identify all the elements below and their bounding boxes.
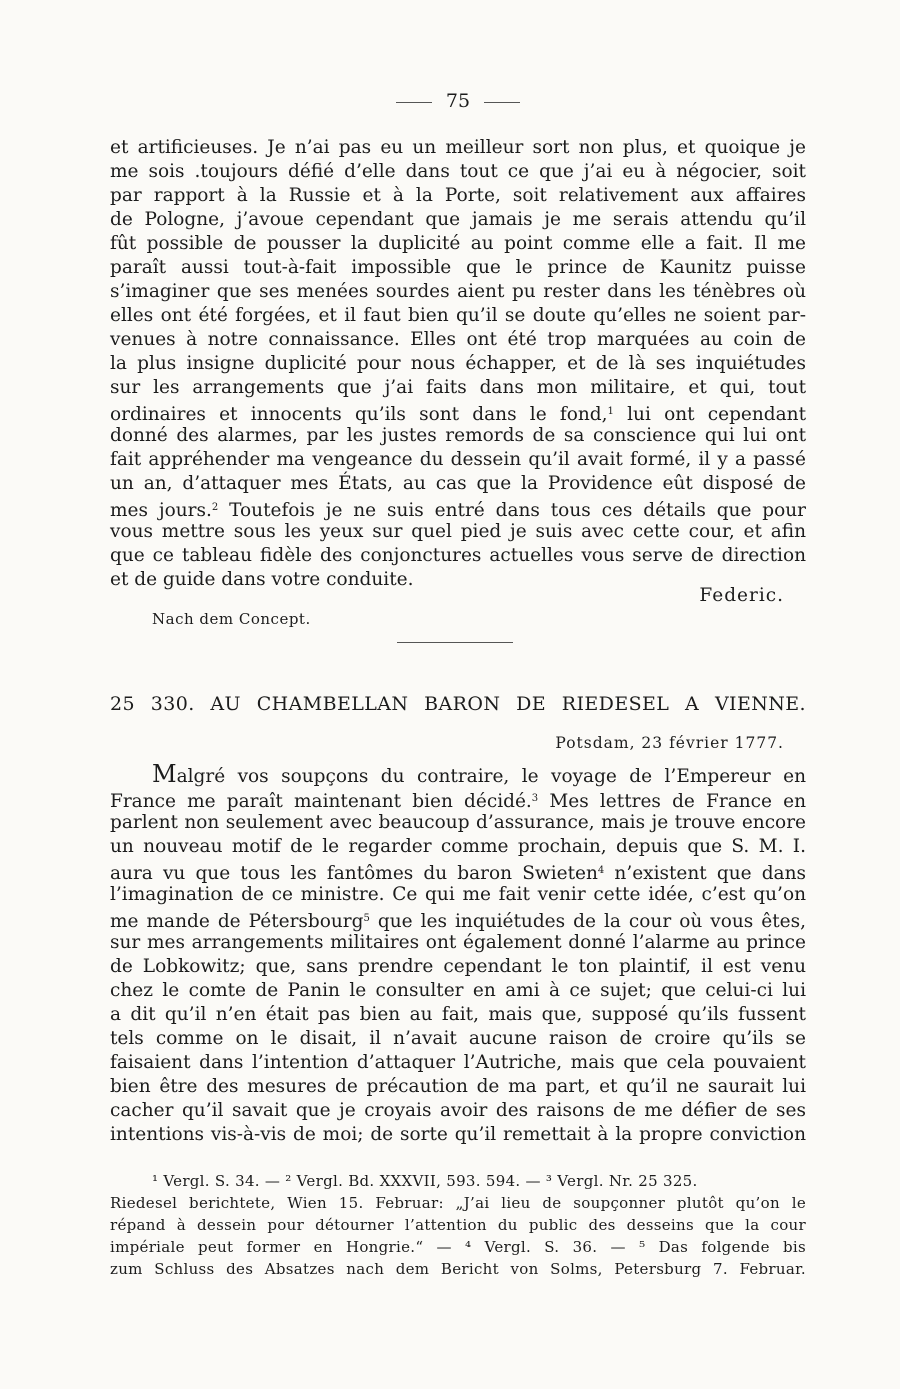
text-line: [110, 907, 806, 934]
text-line: l’imagination de ce ministre. Ce qui me fait venir cette idée, c’est qu’on: [110, 884, 806, 905]
text-segment: ordinaires et innocents qu’ils sont dans le fond,: [110, 404, 608, 425]
text-line: fait appréhender ma vengeance du dessein qu’il avait formé, il y a passé: [110, 449, 806, 470]
footnote-line: Riedesel berichtete, Wien 15. Februar: „J’ai lieu de soupçonner plutôt qu’on le: [110, 1194, 806, 1212]
page-number-text: 75: [445, 90, 471, 112]
text-segment: Toutefois je ne suis entré dans tous ces détails que pour: [229, 500, 807, 521]
text-segment: que les inquiétudes de la cour où vous êtes,: [377, 911, 806, 932]
text-segment: algré vos soupçons du contraire, le voyage de l’Empereur en: [176, 766, 806, 787]
signature: Federic.: [699, 585, 784, 606]
footnote-ref: 5: [363, 913, 370, 924]
text-segment: mes jours.: [110, 500, 212, 521]
page-number-rule-right: [484, 102, 520, 103]
footnote-line: zum Schluss des Absatzes nach dem Bericht von Solms, Petersburg 7. Februar.: [110, 1260, 806, 1278]
footnote-ref: 4: [597, 865, 605, 876]
text-line: la plus insigne duplicité pour nous échapper, et de là ses inquiétudes: [110, 353, 806, 374]
text-line: intentions vis-à-vis de moi; de sorte qu’il remettait à la propre conviction: [110, 1124, 806, 1145]
text-line: que ce tableau fidèle des conjonctures actuelles vous serve de direction: [110, 545, 806, 566]
page-number: [110, 90, 806, 112]
text-line: [110, 787, 806, 814]
text-line: me sois .toujours défié d’elle dans tout ce que j’ai eu à négocier, soit: [110, 161, 806, 182]
text-line: cacher qu’il savait que je croyais avoir des raisons de me défier de ses: [110, 1100, 806, 1121]
text-line: par rapport à la Russie et à la Porte, soit relativement aux affaires: [110, 185, 806, 206]
text-line: [110, 496, 806, 523]
text-line: s’imaginer que ses menées sourdes aient pu rester dans les ténèbres où: [110, 281, 806, 302]
text-line: de Lobkowitz; que, sans prendre cependant le ton plaintif, il est venu: [110, 956, 806, 977]
text-line: a dit qu’il n’en était pas bien au fait, mais que, supposé qu’ils fussent: [110, 1004, 806, 1025]
page-number-rule-left: [396, 102, 432, 103]
footnote-ref: 3: [531, 793, 539, 804]
text-line: et de guide dans votre conduite.: [110, 569, 414, 590]
section-divider: [397, 642, 513, 643]
text-line: et artificieuses. Je n’ai pas eu un meilleur sort non plus, et quoique je: [110, 137, 806, 158]
text-line: [110, 859, 806, 886]
text-line: [110, 762, 806, 789]
text-segment: Mes lettres de France en: [549, 791, 806, 812]
text-line: tels comme on le disait, il n’avait aucune raison de croire qu’ils se: [110, 1028, 806, 1049]
text-line: parlent non seulement avec beaucoup d’assurance, mais je trouve encore: [110, 812, 806, 833]
text-line: chez le comte de Panin le consulter en ami à ce sujet; que celui-ci lui: [110, 980, 806, 1001]
text-segment: me mande de Pétersbourg: [110, 911, 364, 932]
footnote-ref: 1: [607, 406, 614, 417]
text-line: faisaient dans l’intention d’attaquer l’Autriche, mais que cela pouvaient: [110, 1052, 806, 1073]
text-line: venues à notre connaissance. Elles ont été trop marquées au coin de: [110, 329, 806, 350]
letter-heading: 25 330. AU CHAMBELLAN BARON DE RIEDESEL A VIENNE.: [110, 693, 806, 715]
text-line: donné des alarmes, par les justes remords de sa conscience qui lui ont: [110, 425, 806, 446]
text-line: vous mettre sous les yeux sur quel pied je suis avec cette cour, et afin: [110, 521, 806, 542]
text-segment: n’existent que dans: [614, 863, 806, 884]
footnote-line: ¹ Vergl. S. 34. — ² Vergl. Bd. XXXVII, 593. 594. — ³ Vergl. Nr. 25 325.: [152, 1172, 698, 1190]
letter-dateline: Potsdam, 23 février 1777.: [555, 734, 784, 752]
drop-capital: M: [152, 760, 177, 788]
text-line: sur les arrangements que j’ai faits dans mon militaire, et qui, tout: [110, 377, 806, 398]
text-line: [110, 400, 806, 427]
text-line: un an, d’attaquer mes États, au cas que la Providence eût disposé de: [110, 473, 806, 494]
text-segment: aura vu que tous les fantômes du baron Swieten: [110, 863, 598, 884]
text-line: elles ont été forgées, et il faut bien qu’il se doute qu’elles ne soient par-: [110, 305, 806, 326]
text-line: un nouveau motif de le regarder comme prochain, depuis que S. M. I.: [110, 836, 806, 857]
source-note: Nach dem Concept.: [152, 610, 311, 628]
footnote-line: impériale peut former en Hongrie.“ — ⁴ Vergl. S. 36. — ⁵ Das folgende bis: [110, 1238, 806, 1256]
text-line: fût possible de pousser la duplicité au point comme elle a fait. Il me: [110, 233, 806, 254]
footnote-ref: 2: [211, 502, 219, 513]
text-line: paraît aussi tout-à-fait impossible que le prince de Kaunitz puisse: [110, 257, 806, 278]
text-segment: lui ont cependant: [627, 404, 807, 425]
text-segment: France me paraît maintenant bien décidé.: [110, 791, 532, 812]
text-line: bien être des mesures de précaution de ma part, et qu’il ne saurait lui: [110, 1076, 806, 1097]
footnote-line: répand à dessein pour détourner l’attention du public des desseins que la cour: [110, 1216, 806, 1234]
text-line: sur mes arrangements militaires ont également donné l’alarme au prince: [110, 932, 806, 953]
text-line: de Pologne, j’avoue cependant que jamais je me serais attendu qu’il: [110, 209, 806, 230]
